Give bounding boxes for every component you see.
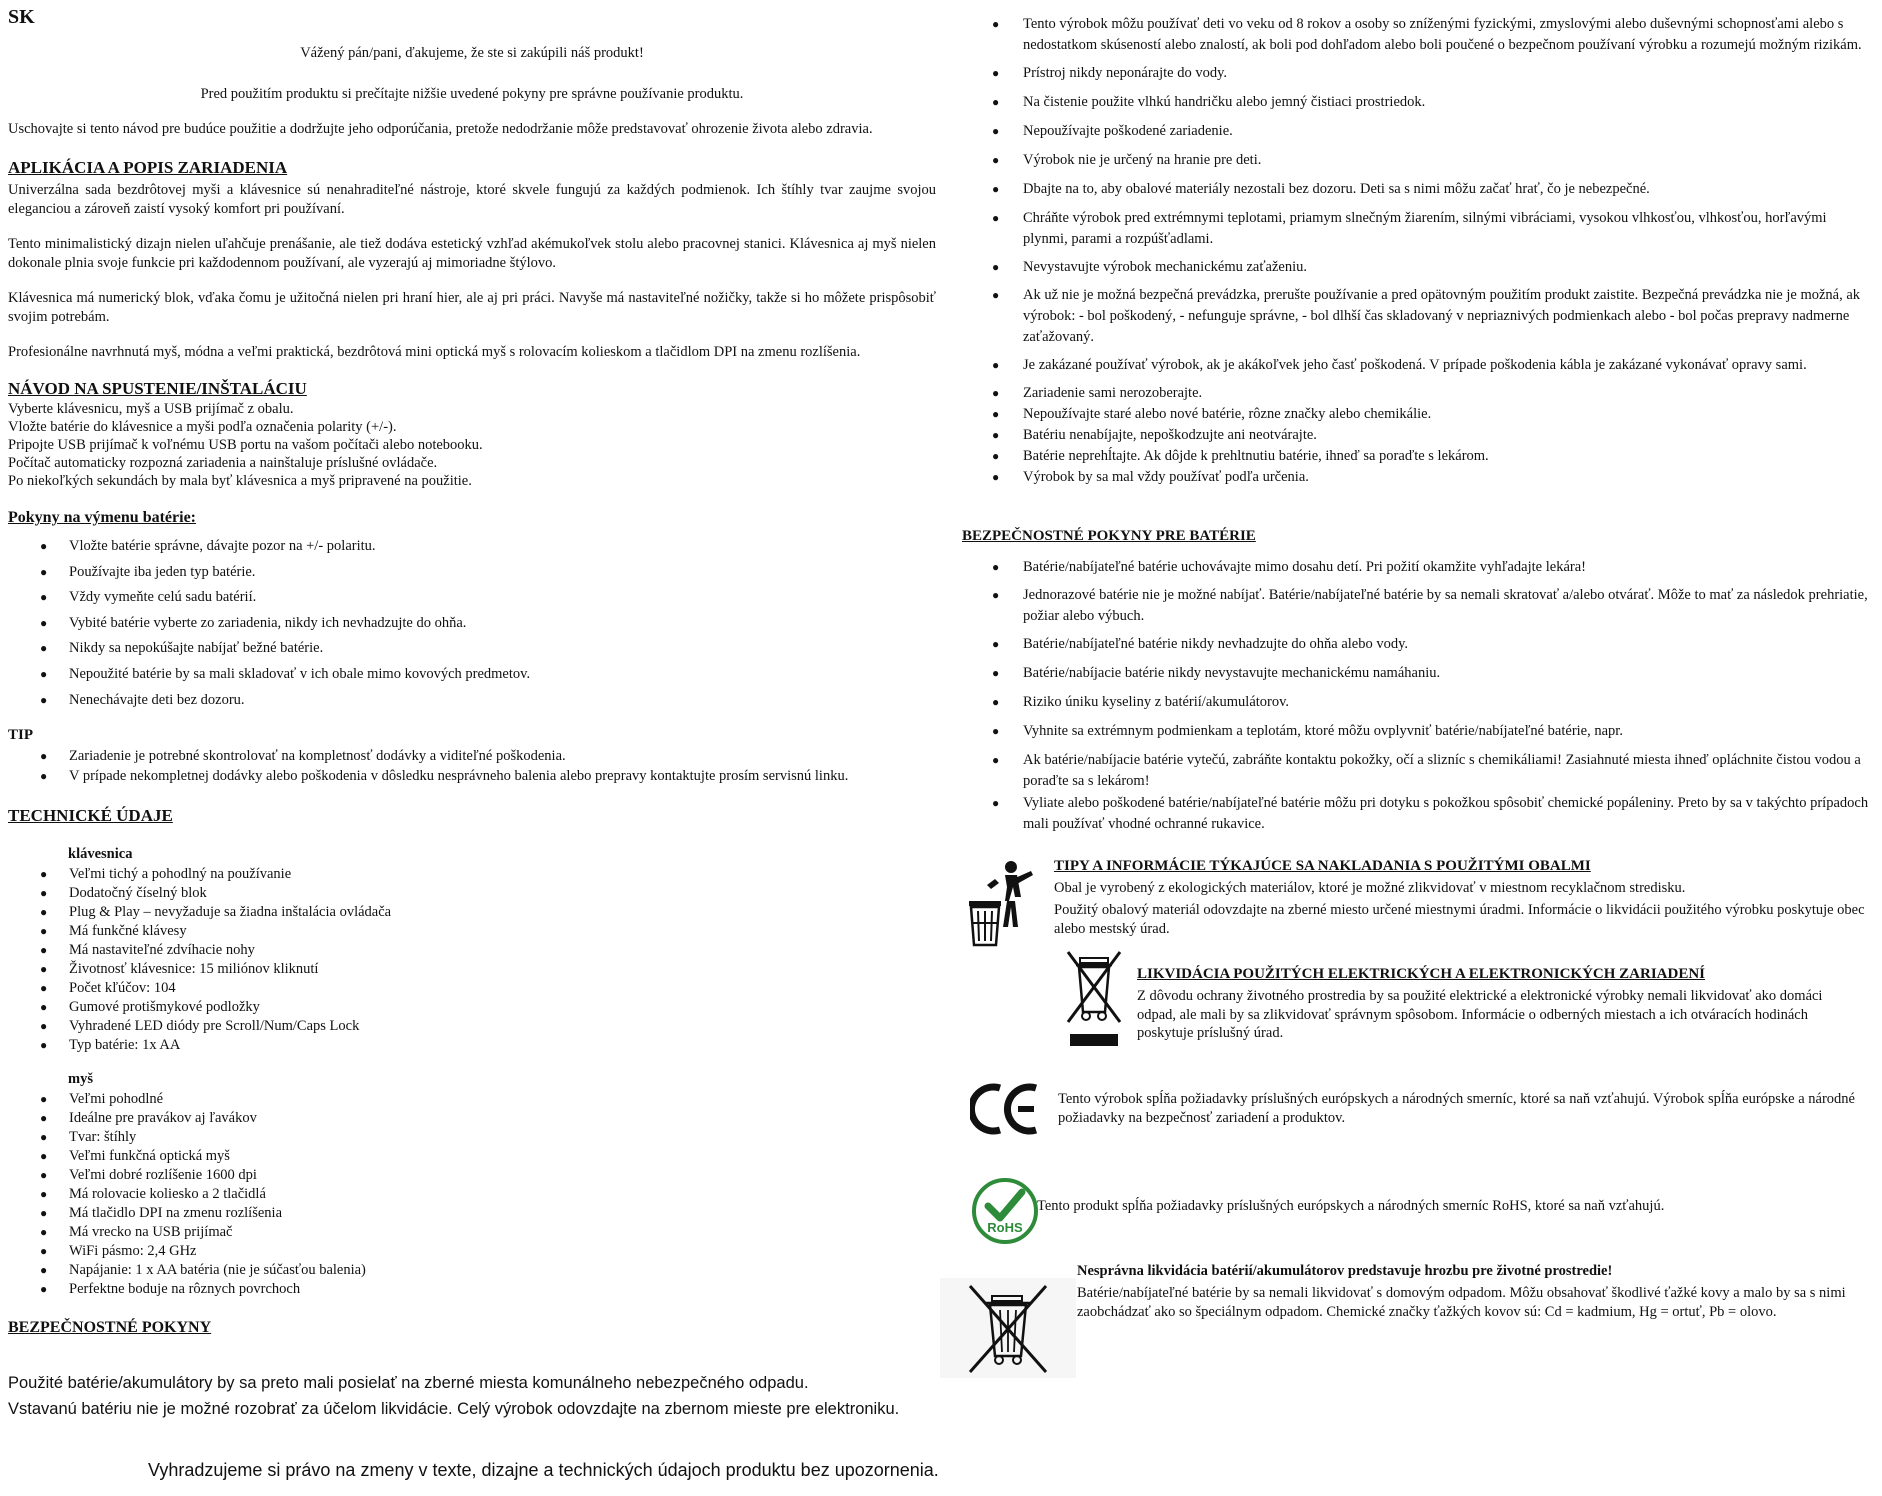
install-step: Vložte batérie do klávesnice a myši podľa označenia polarity (+/-). <box>8 419 397 435</box>
list-item: ● Životnosť klávesnice: 15 miliónov kliknutí <box>8 960 948 979</box>
list-item: ● Má tlačidlo DPI na zmenu rozlíšenia <box>8 1204 948 1223</box>
list-item: ● Jednorazové batérie nie je možné nabíjať. Batérie/nabíjateľné batérie by sa nemali skratovať a/alebo otvárať. Môže to mať za následok prehriatie, požiar alebo výbuch. <box>962 585 1874 627</box>
footer-line: Použité batérie/akumulátory by sa preto mali posielať na zberné miesta komunálneho nebezpečného odpadu. <box>8 1374 809 1392</box>
list-item: ● Ideálne pre pravákov aj ľavákov <box>8 1109 948 1128</box>
install-step: Počítač automaticky rozpozná zariadenia a nainštaluje príslušné ovládače. <box>8 455 438 471</box>
footer-disclaimer: Vyhradzujeme si právo na zmeny v texte, dizajne a technických údajoch produktu bez upozornenia. <box>148 1460 939 1480</box>
list-item: ● Vyhnite sa extrémnym podmienkam a teplotám, ktoré môžu ovplyvniť batérie/nabíjateľné batérie, napr. <box>962 721 1874 742</box>
list-item: ● Napájanie: 1 x AA batéria (nie je súčasťou balenia) <box>8 1261 948 1280</box>
tech-heading: TECHNICKÉ ÚDAJE <box>8 806 173 825</box>
install-step: Vyberte klávesnicu, myš a USB prijímač z obalu. <box>8 401 294 417</box>
list-item: ● Batérie/nabíjateľné batérie uchovávajte mimo dosahu detí. Pri požití okamžite vyhľadajte lekára! <box>962 557 1874 578</box>
rohs-text: Tento produkt spĺňa požiadavky príslušných európskych a národných smerníc RoHS, ktoré sa naň vzťahujú. <box>1037 1198 1665 1214</box>
rohs-label: RoHS <box>987 1220 1023 1235</box>
battery-safety-list <box>962 557 1874 835</box>
list-item: ● Prístroj nikdy neponárajte do vody. <box>962 63 1874 84</box>
list-item: ● WiFi pásmo: 2,4 GHz <box>8 1242 948 1261</box>
install-steps <box>8 400 948 490</box>
list-item: ● Vložte batérie správne, dávajte pozor na +/- polaritu. <box>8 534 948 560</box>
weee-p: Z dôvodu ochrany životného prostredia by sa použité elektrické a elektronické výrobky nemali likvidovať ako domáci odpad, ale mali by sa zlikvidovať správnym spôsobom. Informácie o odberných miestach a ich otváracích hodinách poskytuje príslušný úrad. <box>1137 988 1823 1042</box>
weee-heading: LIKVIDÁCIA POUŽITÝCH ELEKTRICKÝCH A ELEKTRONICKÝCH ZARIADENÍ <box>1137 966 1706 982</box>
list-item: ● Vyhradené LED diódy pre Scroll/Num/Caps Lock <box>8 1017 948 1036</box>
packaging-p1: Obal je vyrobený z ekologických materiálov, ktoré je možné zlikvidovať v miestnom recyklačnom stredisku. <box>1054 880 1686 896</box>
list-item: ● Nepoužité batérie by sa mali skladovať v ich obale mimo kovových predmetov. <box>8 662 948 688</box>
list-item: ● Nepoužívajte poškodené zariadenie. <box>962 121 1874 142</box>
list-item: ● Používajte iba jeden typ batérie. <box>8 560 948 586</box>
battery-change-list <box>8 534 948 713</box>
list-item: ● Veľmi tichý a pohodlný na používanie <box>8 865 948 884</box>
list-item: ● Perfektne boduje na rôznych povrchoch <box>8 1280 948 1299</box>
list-item: ● V prípade nekompletnej dodávky alebo poškodenia v dôsledku nesprávneho balenia alebo prepravy kontaktujte prosím servisnú linku. <box>8 767 948 787</box>
tip-list <box>8 747 948 786</box>
list-item: ● Vyliate alebo poškodené batérie/nabíjateľné batérie môžu pri dotyku s pokožkou spôsobiť chemické popáleniny. Preto by sa v takýchto prípadoch mali používať vhodné ochranné rukavice. <box>962 793 1874 835</box>
packaging-heading: TIPY A INFORMÁCIE TÝKAJÚCE SA NAKLADANIA S POUŽITÝMI OBALMI <box>1054 858 1591 874</box>
list-item: ● Dodatočný číselný blok <box>8 884 948 903</box>
list-item: ● Výrobok by sa mal vždy používať podľa určenia. <box>962 467 1874 488</box>
language-code: SK <box>8 6 35 28</box>
list-item: ● Ak už nie je možná bezpečná prevádzka, prerušte používanie a pred opätovným použitím produkt zaistite. Bezpečná prevádzka nie je možná, ak výrobok: - bol poškodený, - nefunguje správne, - bol dlhší čas skladovaný v nepriaznivých podmienkach alebo - bol počas prepravy nadmerne zaťažovaný. <box>962 285 1874 348</box>
list-item: ● Veľmi funkčná optická myš <box>8 1147 948 1166</box>
tech-keyboard-title: klávesnica <box>68 846 133 862</box>
battery-change-heading: Pokyny na výmenu batérie: <box>8 509 196 526</box>
list-item: ● Ak batérie/nabíjacie batérie vytečú, zabráňte kontaktu pokožky, očí a slizníc s chemikáliami! Zasiahnuté miesta ihneď opláchnite čistou vodou a poraďte sa s lekárom! <box>962 750 1874 792</box>
tech-mouse-list <box>8 1090 948 1299</box>
list-item: ● Zariadenie je potrebné skontrolovať na kompletnosť dodávky a viditeľné poškodenia. <box>8 747 948 767</box>
list-item: ● Má funkčné klávesy <box>8 922 948 941</box>
list-item: ● Gumové protišmykové podložky <box>8 998 948 1017</box>
packaging-p2: Použitý obalový materiál odovzdajte na zberné miesto určené miestnymi úradmi. Informácie o likvidácii použitého výrobku poskytuje obec alebo mestský úrad. <box>1054 902 1865 937</box>
list-item: ● Chráňte výrobok pred extrémnymi teplotami, priamym slnečným žiarením, silnými vibráciami, vysokou vlhkosťou, vlhkosťou, horľavými plynmi, parami a rozpúšťadlami. <box>962 208 1874 250</box>
list-item: ● Má rolovacie koliesko a 2 tlačidlá <box>8 1185 948 1204</box>
list-item: ● Plug & Play – nevyžaduje sa žiadna inštalácia ovládača <box>8 903 948 922</box>
battery-disposal-heading: Nesprávna likvidácia batérií/akumulátorov predstavuje hrozbu pre životné prostredie! <box>1077 1263 1613 1279</box>
application-p2: Tento minimalistický dizajn nielen uľahčuje prenášanie, ale tiež dodáva estetický vzhľad akémukoľvek stolu alebo pracovnej stanici. Klávesnica aj myš nielen dokonale plnia svoje funkcie pri každodennom používaní, ale vyzerajú aj mimoriadne štýlovo. <box>8 236 936 271</box>
list-item: ● Nepoužívajte staré alebo nové batérie, rôzne značky alebo chemikálie. <box>962 404 1874 425</box>
list-item: ● Nevystavujte výrobok mechanickému zaťaženiu. <box>962 257 1874 278</box>
list-item: ● Tvar: štíhly <box>8 1128 948 1147</box>
application-p3: Klávesnica má numerický blok, vďaka čomu je užitočná nielen pri hraní hier, ale aj pri práci. Navyše má nastaviteľné nožičky, takže si ho môžete prispôsobiť svojim potrebám. <box>8 290 936 325</box>
ce-mark-icon <box>970 1080 1042 1138</box>
application-heading: APLIKÁCIA A POPIS ZARIADENIA <box>8 158 288 177</box>
list-item: ● Vždy vymeňte celú sadu batérií. <box>8 585 948 611</box>
intro-keep: Uschovajte si tento návod pre budúce použitie a dodržujte jeho odporúčania, pretože nedodržanie môže predstavovať ohrozenie života alebo zdravia. <box>8 121 873 137</box>
list-item: ● Veľmi pohodlné <box>8 1090 948 1109</box>
safety-heading: BEZPEČNOSTNÉ POKYNY <box>8 1319 212 1336</box>
list-item: ● Veľmi dobré rozlíšenie 1600 dpi <box>8 1166 948 1185</box>
list-item: ● Nenechávajte deti bez dozoru. <box>8 688 948 714</box>
list-item: ● Na čistenie použite vlhkú handričku alebo jemný čistiaci prostriedok. <box>962 92 1874 113</box>
footer-line: Vstavanú batériu nie je možné rozobrať za účelom likvidácie. Celý výrobok odovzdajte na zbernom mieste pre elektroniku. <box>8 1400 900 1418</box>
recycle-bin-person-icon <box>965 857 1035 947</box>
list-item: ● Vybité batérie vyberte zo zariadenia, nikdy ich nevhadzujte do ohňa. <box>8 611 948 637</box>
safety-list <box>962 14 1874 488</box>
install-step: Po niekoľkých sekundách by mala byť klávesnica a myš pripravené na použitie. <box>8 473 472 489</box>
list-item: ● Batérie/nabíjacie batérie nikdy nevystavujte mechanickému namáhaniu. <box>962 663 1874 684</box>
list-item: ● Je zakázané používať výrobok, ak je akákoľvek jeho časť poškodená. V prípade poškodenia kábla je zakázané vykonávať opravy sami. <box>962 355 1874 376</box>
weee-crossed-bin-icon <box>1066 950 1122 1050</box>
list-item: ● Typ batérie: 1x AA <box>8 1036 948 1055</box>
ce-text: Tento výrobok spĺňa požiadavky príslušných európskych a národných smerníc, ktoré sa naň vzťahujú. Výrobok spĺňa európske a národné požiadavky na bezpečnosť zariadení a produktov. <box>1058 1091 1855 1126</box>
list-item: ● Batérie/nabíjateľné batérie nikdy nevhadzujte do ohňa alebo vody. <box>962 634 1874 655</box>
tech-keyboard-list <box>8 865 948 1055</box>
battery-safety-heading: BEZPEČNOSTNÉ POKYNY PRE BATÉRIE <box>962 528 1256 544</box>
application-p4: Profesionálne navrhnutá myš, módna a veľmi praktická, bezdrôtová mini optická myš s rolovacím kolieskom a tlačidlom DPI na zmenu rozlíšenia. <box>8 344 861 360</box>
list-item: ● Dbajte na to, aby obalové materiály nezostali bez dozoru. Deti sa s nimi môžu začať hrať, čo je nebezpečné. <box>962 179 1874 200</box>
list-item: ● Zariadenie sami nerozoberajte. <box>962 383 1874 404</box>
list-item: ● Nikdy sa nepokúšajte nabíjať bežné batérie. <box>8 636 948 662</box>
battery-crossed-bin-icon <box>940 1278 1076 1378</box>
intro-greeting: Vážený pán/pani, ďakujeme, že ste si zakúpili náš produkt! <box>300 45 644 61</box>
list-item: ● Počet kľúčov: 104 <box>8 979 948 998</box>
tech-mouse-title: myš <box>68 1071 93 1087</box>
install-heading: NÁVOD NA SPUSTENIE/INŠTALÁCIU <box>8 379 307 398</box>
list-item: ● Tento výrobok môžu používať deti vo veku od 8 rokov a osoby so zníženými fyzickými, zmyslovými alebo duševnými schopnosťami alebo s nedostatkom skúseností alebo znalostí, ak boli pod dohľadom alebo boli poučené o bezpečnom používaní výrobku a rozumejú možným rizikám. <box>962 14 1874 56</box>
rohs-badge-icon <box>970 1176 1040 1246</box>
battery-disposal-p: Batérie/nabíjateľné batérie by sa nemali likvidovať s domovým odpadom. Môžu obsahovať škodlivé ťažké kovy a malo by sa s nimi zaobchádzať ako so špeciálnym odpadom. Chemické značky ťažkých kovov sú: Cd = kadmium, Hg = ortuť, Pb = olovo. <box>1077 1285 1846 1320</box>
list-item: ● Výrobok nie je určený na hranie pre deti. <box>962 150 1874 171</box>
list-item: ● Má vrecko na USB prijímač <box>8 1223 948 1242</box>
list-item: ● Má nastaviteľné zdvíhacie nohy <box>8 941 948 960</box>
tip-heading: TIP <box>8 727 34 743</box>
list-item: ● Batériu nenabíjajte, nepoškodzujte ani neotvárajte. <box>962 425 1874 446</box>
install-step: Pripojte USB prijímač k voľnému USB portu na vašom počítači alebo notebooku. <box>8 437 483 453</box>
list-item: ● Riziko úniku kyseliny z batérií/akumulátorov. <box>962 692 1874 713</box>
footer-battery-notes <box>8 1370 968 1422</box>
intro-before-use: Pred použitím produktu si prečítajte nižšie uvedené pokyny pre správne používanie produktu. <box>200 86 744 102</box>
application-p1: Univerzálna sada bezdrôtovej myši a klávesnice sú nenahraditeľné nástroje, ktoré skvele fungujú za každých podmienok. Ich štíhly tvar zaujme svojou eleganciou a zároveň zaistí vysoký komfort pri používaní. <box>8 182 936 217</box>
list-item: ● Batérie neprehĺtajte. Ak dôjde k prehltnutiu batérie, ihneď sa poraďte s lekárom. <box>962 446 1874 467</box>
